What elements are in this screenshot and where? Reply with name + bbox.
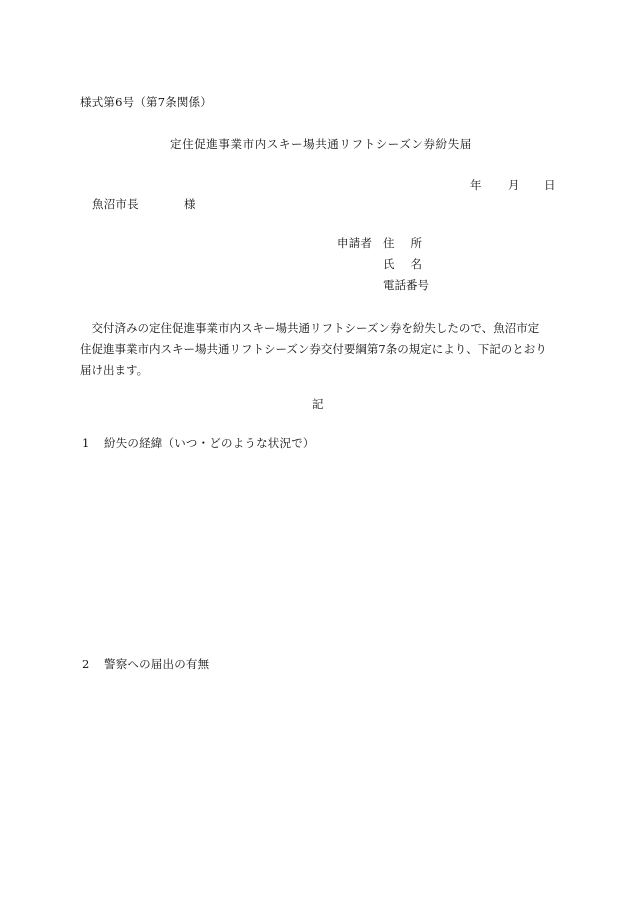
- item-loss-circumstances: [82, 438, 315, 450]
- document-title: 定住促進事業市内スキー場共通リフトシーズン券紛失届: [170, 137, 472, 151]
- declaration-line: 交付済みの定住促進事業市内スキー場共通リフトシーズン券を紛失したので、魚沼市定: [80, 321, 540, 335]
- item-text: 警察への届出の有無: [104, 657, 210, 671]
- date-day-label: 日: [544, 178, 556, 192]
- declaration-body: [80, 318, 558, 381]
- declaration-line: 届け出ます。: [80, 363, 149, 377]
- addressee: [92, 199, 196, 211]
- applicant-phone-label: 電話番号: [383, 278, 429, 292]
- item-police-report: [82, 659, 209, 671]
- applicant-name-label: 氏名: [383, 257, 438, 271]
- applicant-label: 申請者: [337, 236, 373, 250]
- date-month-label: 月: [508, 178, 520, 192]
- declaration-line: 住促進事業市内スキー場共通リフトシーズン券交付要綱第7条の規定により、下記のとおり: [80, 342, 547, 356]
- date-year-label: 年: [470, 178, 482, 192]
- item-text: 紛失の経緯（いつ・どのような状況で）: [104, 436, 315, 450]
- addressee-name: 魚沼市長: [92, 197, 139, 211]
- item-number: 2: [82, 657, 90, 671]
- form-number: 様式第6号（第7条関係）: [80, 95, 213, 109]
- ki-heading: 記: [312, 397, 324, 411]
- addressee-honorific: 様: [184, 197, 196, 211]
- date-line: [470, 180, 556, 192]
- item-number: 1: [82, 436, 90, 450]
- applicant-address-label: 住所: [383, 236, 438, 250]
